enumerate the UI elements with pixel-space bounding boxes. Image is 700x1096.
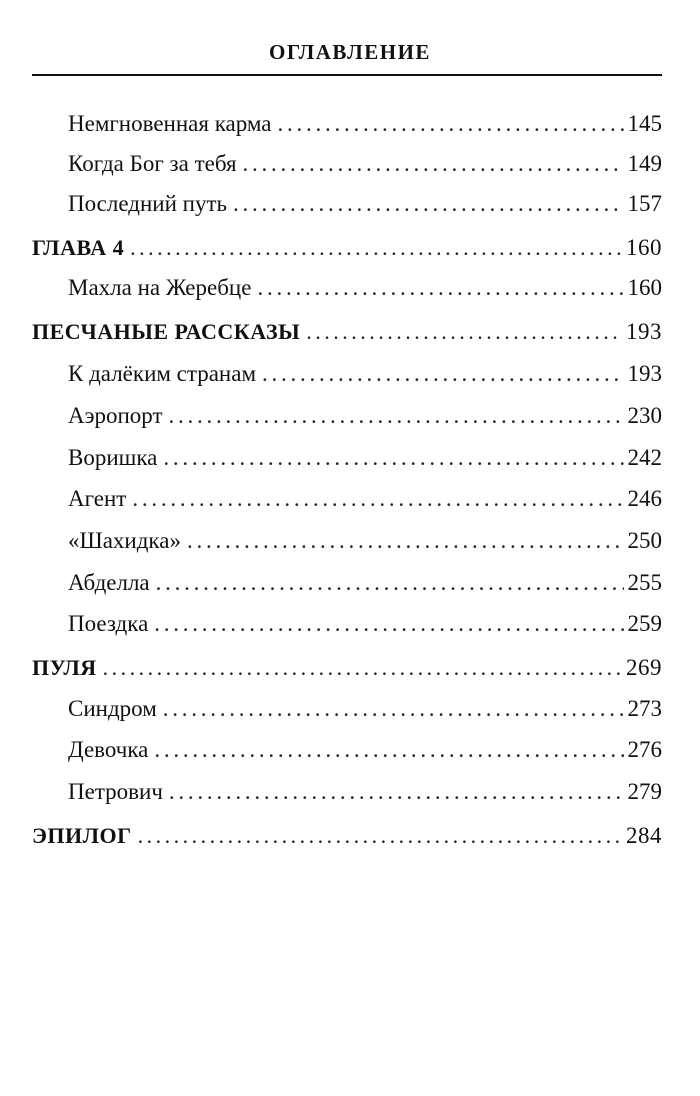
toc-entry-page: 250	[627, 528, 662, 553]
toc-entry-page: 276	[627, 737, 662, 762]
toc-entry-title: Когда Бог за тебя	[68, 151, 237, 176]
toc-entry-title: ЭПИЛОГ	[32, 823, 132, 848]
toc-dot-leader	[132, 479, 623, 519]
toc-entry-page: 273	[627, 696, 662, 721]
toc-entry-page: 230	[627, 403, 662, 428]
toc-entry-title: Синдром	[68, 696, 157, 721]
toc-entry-title: Поездка	[68, 611, 149, 636]
toc-entry-title: ГЛАВА 4	[32, 235, 125, 260]
toc-entry	[32, 648, 662, 688]
toc-entry	[32, 228, 662, 268]
toc-dot-leader	[187, 521, 624, 561]
toc-entry	[68, 104, 662, 144]
toc-entry	[68, 354, 662, 394]
toc-dot-leader	[154, 604, 623, 644]
toc-entry-title: «Шахидка»	[68, 528, 181, 553]
toc-dot-leader	[156, 563, 624, 603]
toc-entry	[32, 816, 662, 856]
toc-entry-page: 242	[627, 445, 662, 470]
toc-entry-title: Аэропорт	[68, 403, 163, 428]
toc-entry-page: 160	[626, 235, 662, 260]
toc-entry	[68, 563, 662, 603]
toc-dot-leader	[163, 689, 624, 729]
header-rule	[32, 74, 662, 76]
toc-dot-leader	[169, 396, 624, 436]
toc-dot-leader	[154, 730, 623, 770]
toc-entry-title: Агент	[68, 486, 127, 511]
toc-entry-title: ПУЛЯ	[32, 655, 97, 680]
toc-entry-page: 279	[627, 779, 662, 804]
toc-entry-page: 193	[626, 319, 662, 344]
toc-entry-title: ПЕСЧАНЫЕ РАССКАЗЫ	[32, 319, 301, 344]
toc-entry-page: 246	[627, 486, 662, 511]
toc-dot-leader	[138, 816, 622, 856]
toc-entry-page: 259	[627, 611, 662, 636]
toc-entry	[32, 312, 662, 352]
toc-entry-page: 269	[626, 655, 662, 680]
toc-entry	[68, 144, 662, 184]
toc-entry	[68, 730, 662, 770]
toc-dot-leader	[169, 772, 624, 812]
toc-entry-title: Немгновенная карма	[68, 111, 272, 136]
toc-dot-leader	[306, 312, 622, 352]
toc-entry	[68, 689, 662, 729]
toc-entry-title: К далёким странам	[68, 361, 256, 386]
toc-entry-page: 160	[627, 275, 662, 300]
toc-dot-leader	[103, 648, 622, 688]
toc-dot-leader	[257, 268, 623, 308]
toc-entry	[68, 438, 662, 478]
toc-entry-page: 149	[627, 151, 662, 176]
toc-entry	[68, 396, 662, 436]
toc-entry-title: Махла на Жеребце	[68, 275, 252, 300]
toc-entry	[68, 184, 662, 224]
toc-entry-title: Девочка	[68, 737, 149, 762]
toc-entry-title: Воришка	[68, 445, 158, 470]
page-header-title: ОГЛАВЛЕНИЕ	[269, 40, 431, 64]
toc-dot-leader	[130, 228, 622, 268]
toc-entry-title: Петрович	[68, 779, 163, 804]
toc-entry-title: Абделла	[68, 570, 150, 595]
toc-entry-page: 255	[627, 570, 662, 595]
toc-entry-page: 157	[627, 191, 662, 216]
toc-entry	[68, 479, 662, 519]
toc-dot-leader	[243, 144, 624, 184]
toc-entry	[68, 268, 662, 308]
toc-entry-page: 284	[626, 823, 662, 848]
toc-dot-leader	[233, 184, 623, 224]
toc-dot-leader	[262, 354, 624, 394]
toc-entry	[68, 772, 662, 812]
toc-entry	[68, 604, 662, 644]
toc-entry-title: Последний путь	[68, 191, 228, 216]
toc-dot-leader	[163, 438, 623, 478]
toc-dot-leader	[278, 104, 624, 144]
toc-entry-page: 193	[627, 361, 662, 386]
toc-entry-page: 145	[627, 111, 662, 136]
toc-entry	[68, 521, 662, 561]
